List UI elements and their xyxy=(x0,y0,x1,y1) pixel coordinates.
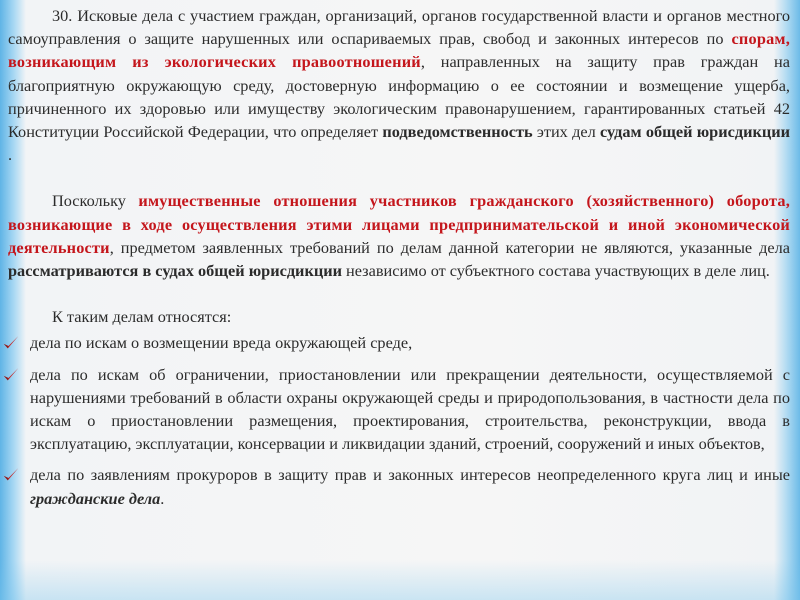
text-run: , направленных на защиту прав граждан на благоприятную окружающую среду, достоверную информацию о ее состоянии и возмещение ущерба, причиненного их здоровью или имуществу экологическим правонарушением, гарантированных статьей 42 Конституции Российской Федерации, что определяет xyxy=(8,52,790,142)
checkmark-icon xyxy=(2,334,20,352)
paragraph-environmental-claims xyxy=(8,4,790,166)
highlight-property-relations: имущественные отношения участников гражданского (хозяйственного) оборота, возникающие в ходе осуществления этими лицами предпринимательской и иной экономической деятельности xyxy=(8,191,790,257)
case-types-list xyxy=(8,331,790,509)
text-run: . xyxy=(8,145,13,165)
text-run: , предметом заявленных требований по делам данной категории не являются, указанные дела xyxy=(109,237,790,257)
list-item-text: дела по искам о возмещении вреда окружающей среде, xyxy=(30,333,413,353)
text-run: Поскольку xyxy=(52,191,139,211)
list-item xyxy=(8,463,790,509)
emphasis-jurisdiction: подведомственность xyxy=(382,122,533,142)
text-run: 30. Исковые дела с участием граждан, организаций, органов государственной власти и органов местного самоуправления о защите нарушенных или оспариваемых прав, свобод и законных интересов по xyxy=(8,6,790,49)
checkmark-icon xyxy=(2,466,20,484)
slide-content xyxy=(8,4,790,510)
list-item-text: . xyxy=(160,488,165,508)
paragraph-property-relations xyxy=(8,189,790,282)
text-run: этих дел xyxy=(532,122,600,142)
list-item xyxy=(8,331,790,354)
list-item-text: дела по искам об ограничении, приостановлении или прекращении деятельности, осуществляемой с нарушениями требований в области охраны окружающей среды и природопользования, в частности дела по искам о приостановлении размещения, проектирования, строительства, реконструкции, ввода в эксплуатацию, эксплуатации, консервации и ликвидации зданий, строений, сооружений и иных объектов, xyxy=(30,364,790,454)
emphasis-considered-in-general-courts: рассматриваются в судах общей юрисдикции xyxy=(8,261,342,281)
list-intro: К таким делам относятся: xyxy=(52,307,232,327)
checkmark-icon xyxy=(2,366,20,384)
emphasis-civil-cases: гражданские дела xyxy=(30,488,161,508)
text-run: независимо от субъектного состава участвующих в деле лиц. xyxy=(341,261,770,281)
list-item xyxy=(8,363,790,456)
list-item-text: дела по заявлениям прокуроров в защиту прав и законных интересов неопределенного круга лиц и иные xyxy=(30,465,790,485)
highlight-environmental-disputes: спорам, возникающим из экологических правоотношений xyxy=(8,29,790,72)
emphasis-general-courts: судам общей юрисдикции xyxy=(599,122,790,142)
